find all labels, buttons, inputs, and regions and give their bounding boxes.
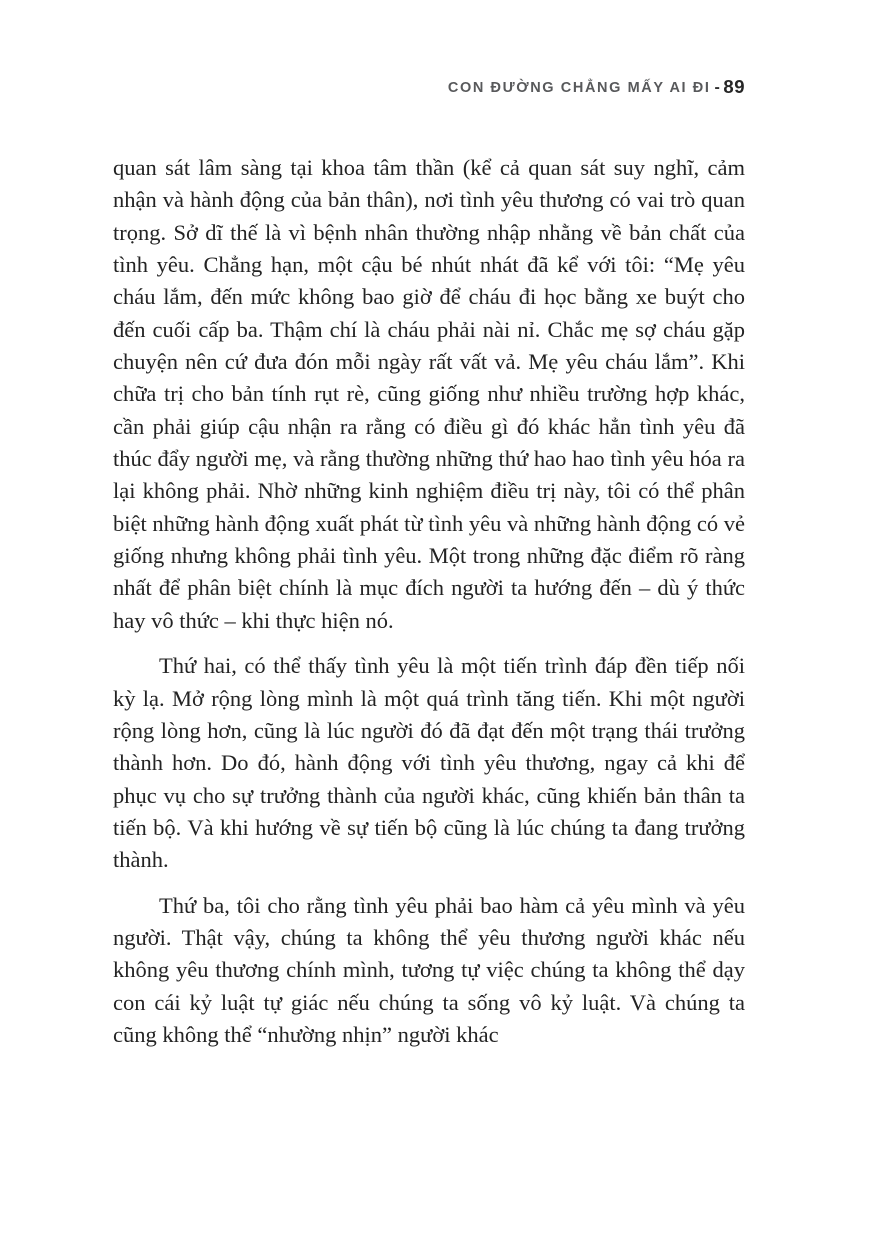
paragraph: Thứ ba, tôi cho rằng tình yêu phải bao hàm cả yêu mình và yêu người. Thật vậy, chúng ta không thể yêu thương người khác nếu không yêu thương chính mình, tương tự việc chúng ta không thể dạy con cái kỷ luật tự giác nếu chúng ta sống vô kỷ luật. Và chúng ta cũng không thể “nhường nhịn” người khác	[113, 892, 745, 1047]
running-header	[113, 76, 745, 98]
header-separator: -	[714, 79, 722, 96]
body-text	[113, 152, 745, 1064]
running-title: CON ĐƯỜNG CHẲNG MẤY AI ĐI	[447, 80, 711, 96]
paragraph: Thứ hai, có thể thấy tình yêu là một tiến trình đáp đền tiếp nối kỳ lạ. Mở rộng lòng mình là một quá trình tăng tiến. Khi một người rộng lòng hơn, cũng là lúc người đó đã đạt đến một trạng thái trưởng thành hơn. Do đó, hành động với tình yêu thương, ngay cả khi để phục vụ cho sự trưởng thành của người khác, cũng khiến bản thân ta tiến bộ. Và khi hướng về sự tiến bộ cũng là lúc chúng ta đang trưởng thành.	[113, 653, 745, 873]
page-number: 89	[723, 76, 745, 97]
paragraph: quan sát lâm sàng tại khoa tâm thần (kể cả quan sát suy nghĩ, cảm nhận và hành động của bản thân), nơi tình yêu thương có vai trò quan trọng. Sở dĩ thế là vì bệnh nhân thường nhập nhằng về bản chất của tình yêu. Chẳng hạn, một cậu bé nhút nhát đã kể với tôi: “Mẹ yêu cháu lắm, đến mức không bao giờ để cháu đi học bằng xe buýt cho đến cuối cấp ba. Thậm chí là cháu phải nài nỉ. Chắc mẹ sợ cháu gặp chuyện nên cứ đưa đón mỗi ngày rất vất vả. Mẹ yêu cháu lắm”. Khi chữa trị cho bản tính rụt rè, cũng giống như nhiều trường hợp khác, cần phải giúp cậu nhận ra rằng có điều gì đó khác hẳn tình yêu đã thúc đẩy người mẹ, và rằng thường những thứ hao hao tình yêu hóa ra lại không phải. Nhờ những kinh nghiệm điều trị này, tôi có thể phân biệt những hành động xuất phát từ tình yêu và những hành động có vẻ giống nhưng không phải tình yêu. Một trong những đặc điểm rõ ràng nhất để phân biệt chính là mục đích người ta hướng đến – dù ý thức hay vô thức – khi thực hiện nó.	[113, 155, 745, 633]
